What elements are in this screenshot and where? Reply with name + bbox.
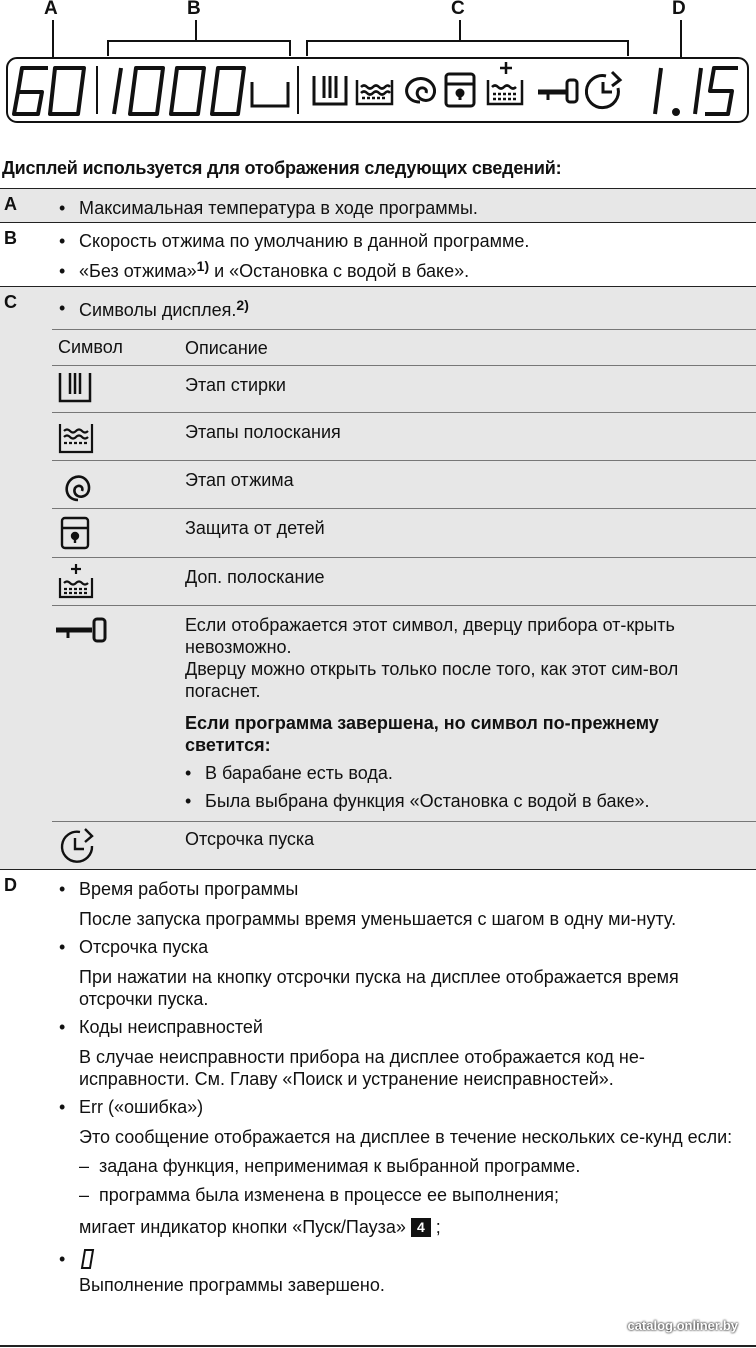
list-item-detail: При нажатии на кнопку отсрочки пуска на дисплее отображается время отсрочки пуска. bbox=[79, 967, 679, 1009]
table-row-b bbox=[0, 222, 756, 286]
row-key: B bbox=[4, 228, 17, 248]
symbol-row bbox=[52, 605, 756, 821]
label-a: A bbox=[44, 0, 58, 19]
watermark: catalog.onliner.by bbox=[627, 1318, 738, 1333]
list-item: • Максимальная температура в ходе программы. bbox=[59, 198, 478, 218]
symbol-desc: Этап стирки bbox=[185, 375, 286, 395]
button-number-badge: 4 bbox=[411, 1218, 431, 1237]
table-bottom-border bbox=[0, 1345, 756, 1347]
symbol-row bbox=[52, 508, 756, 557]
list-item: • Время работы программы bbox=[59, 879, 299, 899]
child-lock-icon bbox=[60, 515, 90, 551]
list-item: • Была выбрана функция «Остановка с водой в баке». bbox=[185, 791, 650, 811]
rinse-icon bbox=[58, 421, 94, 455]
symbol-desc: Этапы полоскания bbox=[185, 422, 341, 442]
symbol-row bbox=[52, 460, 756, 508]
dash-item: – задана функция, неприменимая к выбранной программе. bbox=[79, 1156, 581, 1176]
col-symbol: Символ bbox=[58, 337, 123, 357]
door-lock-text-2: Дверцу можно открыть только после того, как этот сим-вол погаснет. bbox=[185, 659, 679, 701]
symbol-desc: Защита от детей bbox=[185, 518, 325, 538]
label-b: B bbox=[187, 0, 201, 19]
symbol-row bbox=[52, 412, 756, 460]
list-item: • bbox=[52, 1248, 756, 1272]
delay-start-icon bbox=[58, 828, 98, 864]
list-item: • Отсрочка пуска bbox=[59, 937, 209, 957]
symbol-desc: Этап отжима bbox=[185, 470, 294, 490]
table-row-d bbox=[0, 869, 756, 1296]
wash-icon bbox=[58, 370, 92, 404]
symbol-row bbox=[52, 557, 756, 605]
list-item-detail: Выполнение программы завершено. bbox=[79, 1275, 385, 1295]
list-item: • Err («ошибка») bbox=[59, 1097, 204, 1117]
table-row-a bbox=[0, 188, 756, 222]
spin-icon bbox=[62, 469, 94, 503]
list-item: • Скорость отжима по умолчанию в данной программе. bbox=[59, 231, 530, 251]
list-item: • «Без отжима»$^{1)}$ и «Остановка с водой в баке». bbox=[59, 258, 470, 281]
info-table bbox=[0, 188, 756, 1296]
col-description: Описание bbox=[185, 338, 268, 358]
dash-item: – программа была изменена в процессе ее выполнения; bbox=[79, 1185, 560, 1205]
row-key: C bbox=[4, 292, 17, 312]
symbol-desc: Доп. полоскание bbox=[185, 567, 325, 587]
zero-segment-icon bbox=[79, 1248, 95, 1270]
blink-note: мигает индикатор кнопки «Пуск/Пауза» 4 ; bbox=[79, 1217, 441, 1237]
symbol-table bbox=[0, 329, 756, 869]
list-item: • В барабане есть вода. bbox=[185, 763, 393, 783]
display-panel bbox=[0, 0, 756, 130]
list-item: • Символы дисплея.$^{2)}$ bbox=[59, 297, 249, 320]
door-lock-text-1: Если отображается этот символ, дверцу прибора от-крыть невозможно. bbox=[185, 615, 675, 657]
section-heading: Дисплей используется для отображения следующих сведений: bbox=[2, 158, 562, 178]
list-item-detail: Это сообщение отображается на дисплее в течение нескольких се-кунд если: bbox=[79, 1127, 733, 1147]
row-key: D bbox=[4, 875, 17, 895]
symbol-row bbox=[52, 821, 756, 869]
door-lock-warning: Если программа завершена, но символ по-прежнему светится: bbox=[185, 713, 659, 755]
extra-rinse-icon bbox=[58, 562, 94, 600]
label-c: C bbox=[451, 0, 465, 19]
symbol-desc: Отсрочка пуска bbox=[185, 829, 315, 849]
symbol-table-header bbox=[52, 329, 756, 365]
list-item-detail: В случае неисправности прибора на дисплее отображается код не-исправности. См. Главу «Поиск и устранение неисправностей». bbox=[79, 1047, 645, 1089]
door-lock-icon bbox=[54, 616, 108, 644]
row-key: A bbox=[4, 194, 17, 214]
label-d: D bbox=[672, 0, 686, 19]
symbol-row bbox=[52, 365, 756, 412]
list-item: • Коды неисправностей bbox=[59, 1017, 263, 1037]
list-item-detail: После запуска программы время уменьшается с шагом в одну ми-нуту. bbox=[79, 909, 677, 929]
table-row-c bbox=[0, 286, 756, 869]
